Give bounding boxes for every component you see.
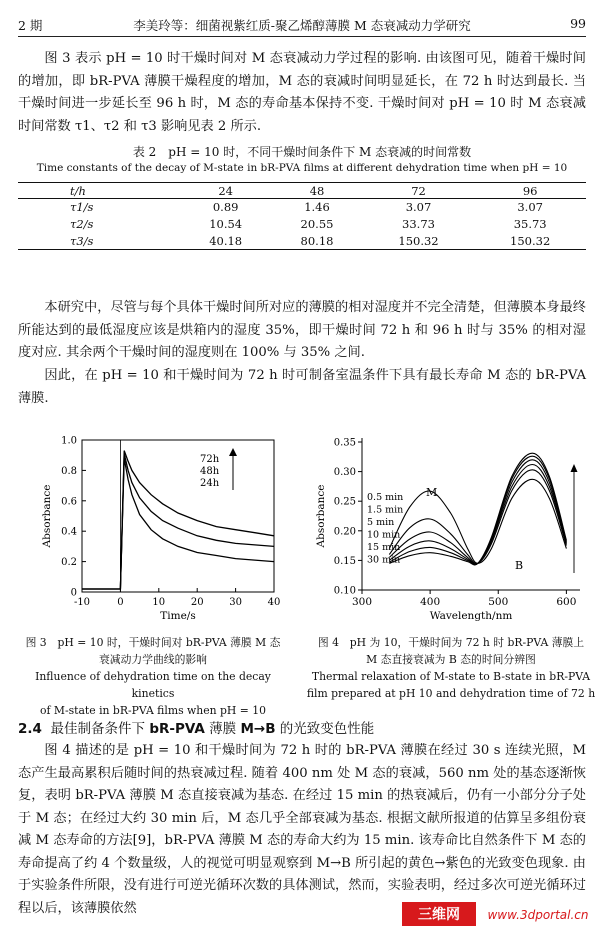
legend-label: 48h [200, 466, 220, 477]
y-tick-label: 0.15 [333, 555, 356, 567]
annotation-m-state: M [426, 486, 438, 499]
table-cell: 1.46 [304, 200, 330, 215]
section-title-part: bR-PVA [149, 721, 205, 737]
watermark-logo [402, 900, 598, 928]
annotation-b-state: B [515, 559, 524, 572]
spectrum-curve-0.5-min [389, 479, 566, 563]
x-tick-label: 300 [351, 596, 373, 608]
table-header-cell: 24 [218, 183, 233, 198]
x-tick-label: 10 [152, 597, 166, 608]
plot-frame [82, 440, 274, 592]
legend-label: 24h [200, 478, 220, 489]
table-2 [18, 182, 586, 250]
x-tick-label: 0 [117, 597, 124, 608]
x-tick-label: 600 [556, 596, 577, 608]
figure-3-caption [18, 634, 288, 719]
table2-caption-en: Time constants of the decay of M-state in bR-PVA films at different dehydration time when pH = 10 [36, 162, 568, 174]
table-header-cell: 72 [411, 183, 426, 198]
decay-curve-48h [82, 454, 274, 589]
figure-4-caption-cn-line1: 图 4 pH 为 10，干燥时间为 72 h 时 bR-PVA 薄膜上 [317, 636, 585, 649]
running-header [18, 14, 586, 37]
y-axis-label: Absorbance [41, 484, 53, 548]
table-cell: 20.55 [300, 217, 334, 231]
decay-curve-24h [82, 458, 274, 589]
table-row [18, 233, 586, 250]
table-header-row [18, 183, 586, 199]
increase-arrow-head [229, 448, 237, 456]
x-tick-label: 500 [488, 596, 509, 608]
table-cell: 80.18 [300, 233, 334, 248]
table-cell: 35.73 [513, 217, 547, 231]
y-tick-label: 0.2 [61, 557, 77, 569]
spectrum-curve-10-min [389, 460, 566, 565]
section-title-part: 最佳制备条件下 [50, 721, 150, 737]
y-tick-label: 0.4 [61, 526, 77, 538]
series-label: 30 min [367, 554, 401, 566]
y-tick-label: 0.20 [333, 526, 356, 538]
table-cell: 0.89 [212, 200, 239, 215]
y-tick-label: 0.25 [333, 496, 356, 508]
series-label: 1.5 min [367, 504, 404, 516]
table-cell: 10.54 [209, 217, 243, 231]
increase-arrow-head [571, 464, 578, 472]
paragraph-fig4-description: 图 4 描述的是 pH = 10 和干燥时间为 72 h 时的 bR-PVA 薄膜在经过 30 s 连续光照，M 态产生最高累积后随时间的热衰减过程. 随着 400 nm 处 M 态的衰减，560 nm 处的基态逐渐恢复，表明 bR-PVA 薄膜 M 态直接衰减为基态. 在经过 15 min 的热衰减后，仍有一小部分分子处于 M 态；在经过大约 30 min 后，M 态几乎全部衰减为基态. 根据文献所报道的估算呈多组份衰减 M 态寿命的方法[9]，bR-PVA 薄膜 M 态的寿命大约为 15 min. 该寿命比自然条件下 M 态的寿命提高了约 4 个数量级，人的视觉可明显观察到 M→B 所引起的黄色→紫色的光致变色现象. 由于实验条件所限，没有进行可逆光循环次数的具体测试，然而，实验表明，经过多次可逆光循环过程以后，该薄膜依然 [18, 743, 586, 916]
svg-text:www.3dportal.cn: www.3dportal.cn [487, 908, 589, 922]
section-title-part: 薄膜 [204, 721, 241, 737]
figure-4-spectra-chart [312, 428, 592, 628]
figure-4-caption [306, 634, 596, 702]
table-cell: 3.07 [405, 200, 432, 215]
x-axis-label: Time/s [160, 610, 196, 622]
table-cell: τ1/s [70, 200, 94, 215]
y-tick-label: 0 [70, 587, 77, 599]
figure-3-caption-cn-line1: 图 3 pH = 10 时，干燥时间对 bR-PVA 薄膜 M 态 [25, 636, 281, 649]
page-number: 99 [570, 16, 586, 31]
table-cell: τ2/s [70, 217, 94, 231]
paragraph-fig3-description: 图 3 表示 pH = 10 时干燥时间对 M 态衰减动力学过程的影响. 由该图可见，随着干燥时间的增加，即 bR-PVA 薄膜干燥程度的增加，M 态的衰减时间明显延长，在 72 h 时达到最长. 当干燥时间进一步延长至 96 h 时，M 态的寿命基本保持不变. 干燥时间对 pH = 10 时 M 态衰减时间常数 τ1、τ2 和 τ3 影响见表 2 所示. [18, 51, 586, 134]
table-row [18, 199, 586, 216]
table-header-cell: 48 [309, 183, 325, 198]
figure-3-caption-en-line1: Influence of dehydration time on the decay kinetics [35, 670, 271, 700]
series-label: 10 min [367, 529, 401, 541]
article-title: 李美玲等：细菌视紫红质-聚乙烯醇薄膜 M 态衰减动力学研究 [133, 18, 471, 33]
x-tick-label: 400 [420, 596, 441, 608]
table2-caption-cn: 表 2 pH = 10 时，不同干燥时间条件下 M 态衰减的时间常数 [132, 145, 472, 159]
table-cell: τ3/s [70, 233, 94, 248]
x-tick-label: -10 [73, 597, 91, 608]
y-tick-label: 1.0 [61, 435, 77, 447]
series-label: 0.5 min [367, 492, 404, 503]
y-tick-label: 0.10 [333, 585, 356, 597]
series-label: 15 min [367, 542, 401, 553]
x-tick-label: 30 [229, 597, 242, 608]
table-cell: 33.73 [402, 217, 435, 231]
table-row [18, 216, 586, 233]
series-label: 5 min [367, 517, 395, 528]
legend-label: 72h [200, 454, 220, 465]
svg-text:三维网: 三维网 [418, 907, 460, 923]
figure-3-caption-cn-line2: 衰减动力学曲线的影响 [99, 653, 207, 666]
y-tick-label: 0.6 [61, 496, 77, 508]
figure-3-decay-kinetics-chart [18, 428, 286, 628]
figure-3-caption-en-line2: of M-state in bR-PVA films when pH = 10 [39, 704, 266, 717]
decay-curve-72h [82, 451, 274, 589]
figure-4-caption-en-line1: Thermal relaxation of M-state to B-state in bR-PVA [311, 670, 591, 683]
issue-number: 2 期 [18, 18, 43, 33]
y-tick-label: 0.30 [333, 467, 356, 479]
table-header-cell: t/h [70, 183, 86, 198]
paragraph-conclusion: 因此，在 pH = 10 和干燥时间为 72 h 时可制备室温条件下具有最长寿命 M 态的 bR-PVA 薄膜. [18, 368, 586, 406]
y-tick-label: 0.8 [61, 465, 77, 477]
section-title-part: M→B [240, 721, 276, 737]
spectrum-curve-15-min [389, 456, 566, 565]
x-tick-label: 40 [267, 597, 281, 608]
section-title-part: 的光致变色性能 [275, 721, 375, 737]
x-axis-label: Wavelength/nm [429, 610, 513, 622]
table-cell: 150.32 [398, 233, 439, 248]
figure-4-caption-cn-line2: M 态直接衰减为 B 态的时间分辨图 [366, 653, 536, 666]
x-tick-label: 20 [190, 597, 204, 608]
section-number: 2.4 [18, 721, 42, 737]
figure-4-caption-en-line2: film prepared at pH 10 and dehydration time of 72 h [306, 687, 596, 700]
table-cell: 40.18 [209, 233, 243, 248]
paragraph-humidity: 本研究中，尽管与每个具体干燥时间所对应的薄膜的相对湿度并不完全清楚，但薄膜本身最终所能达到的最低湿度应该是烘箱内的湿度 35%，即干燥时间 72 h 和 96 h 时与 35% 的相对湿度对应. 其余两个干燥时间的湿度则在 100% 与 35% 之间. [18, 300, 586, 360]
table-header-cell: 96 [522, 183, 538, 198]
table-cell: 150.32 [510, 233, 551, 248]
table-cell: 3.07 [517, 200, 543, 215]
y-axis-label: Absorbance [315, 484, 327, 548]
section-heading-2-4 [18, 717, 374, 737]
y-tick-label: 0.35 [333, 437, 356, 449]
